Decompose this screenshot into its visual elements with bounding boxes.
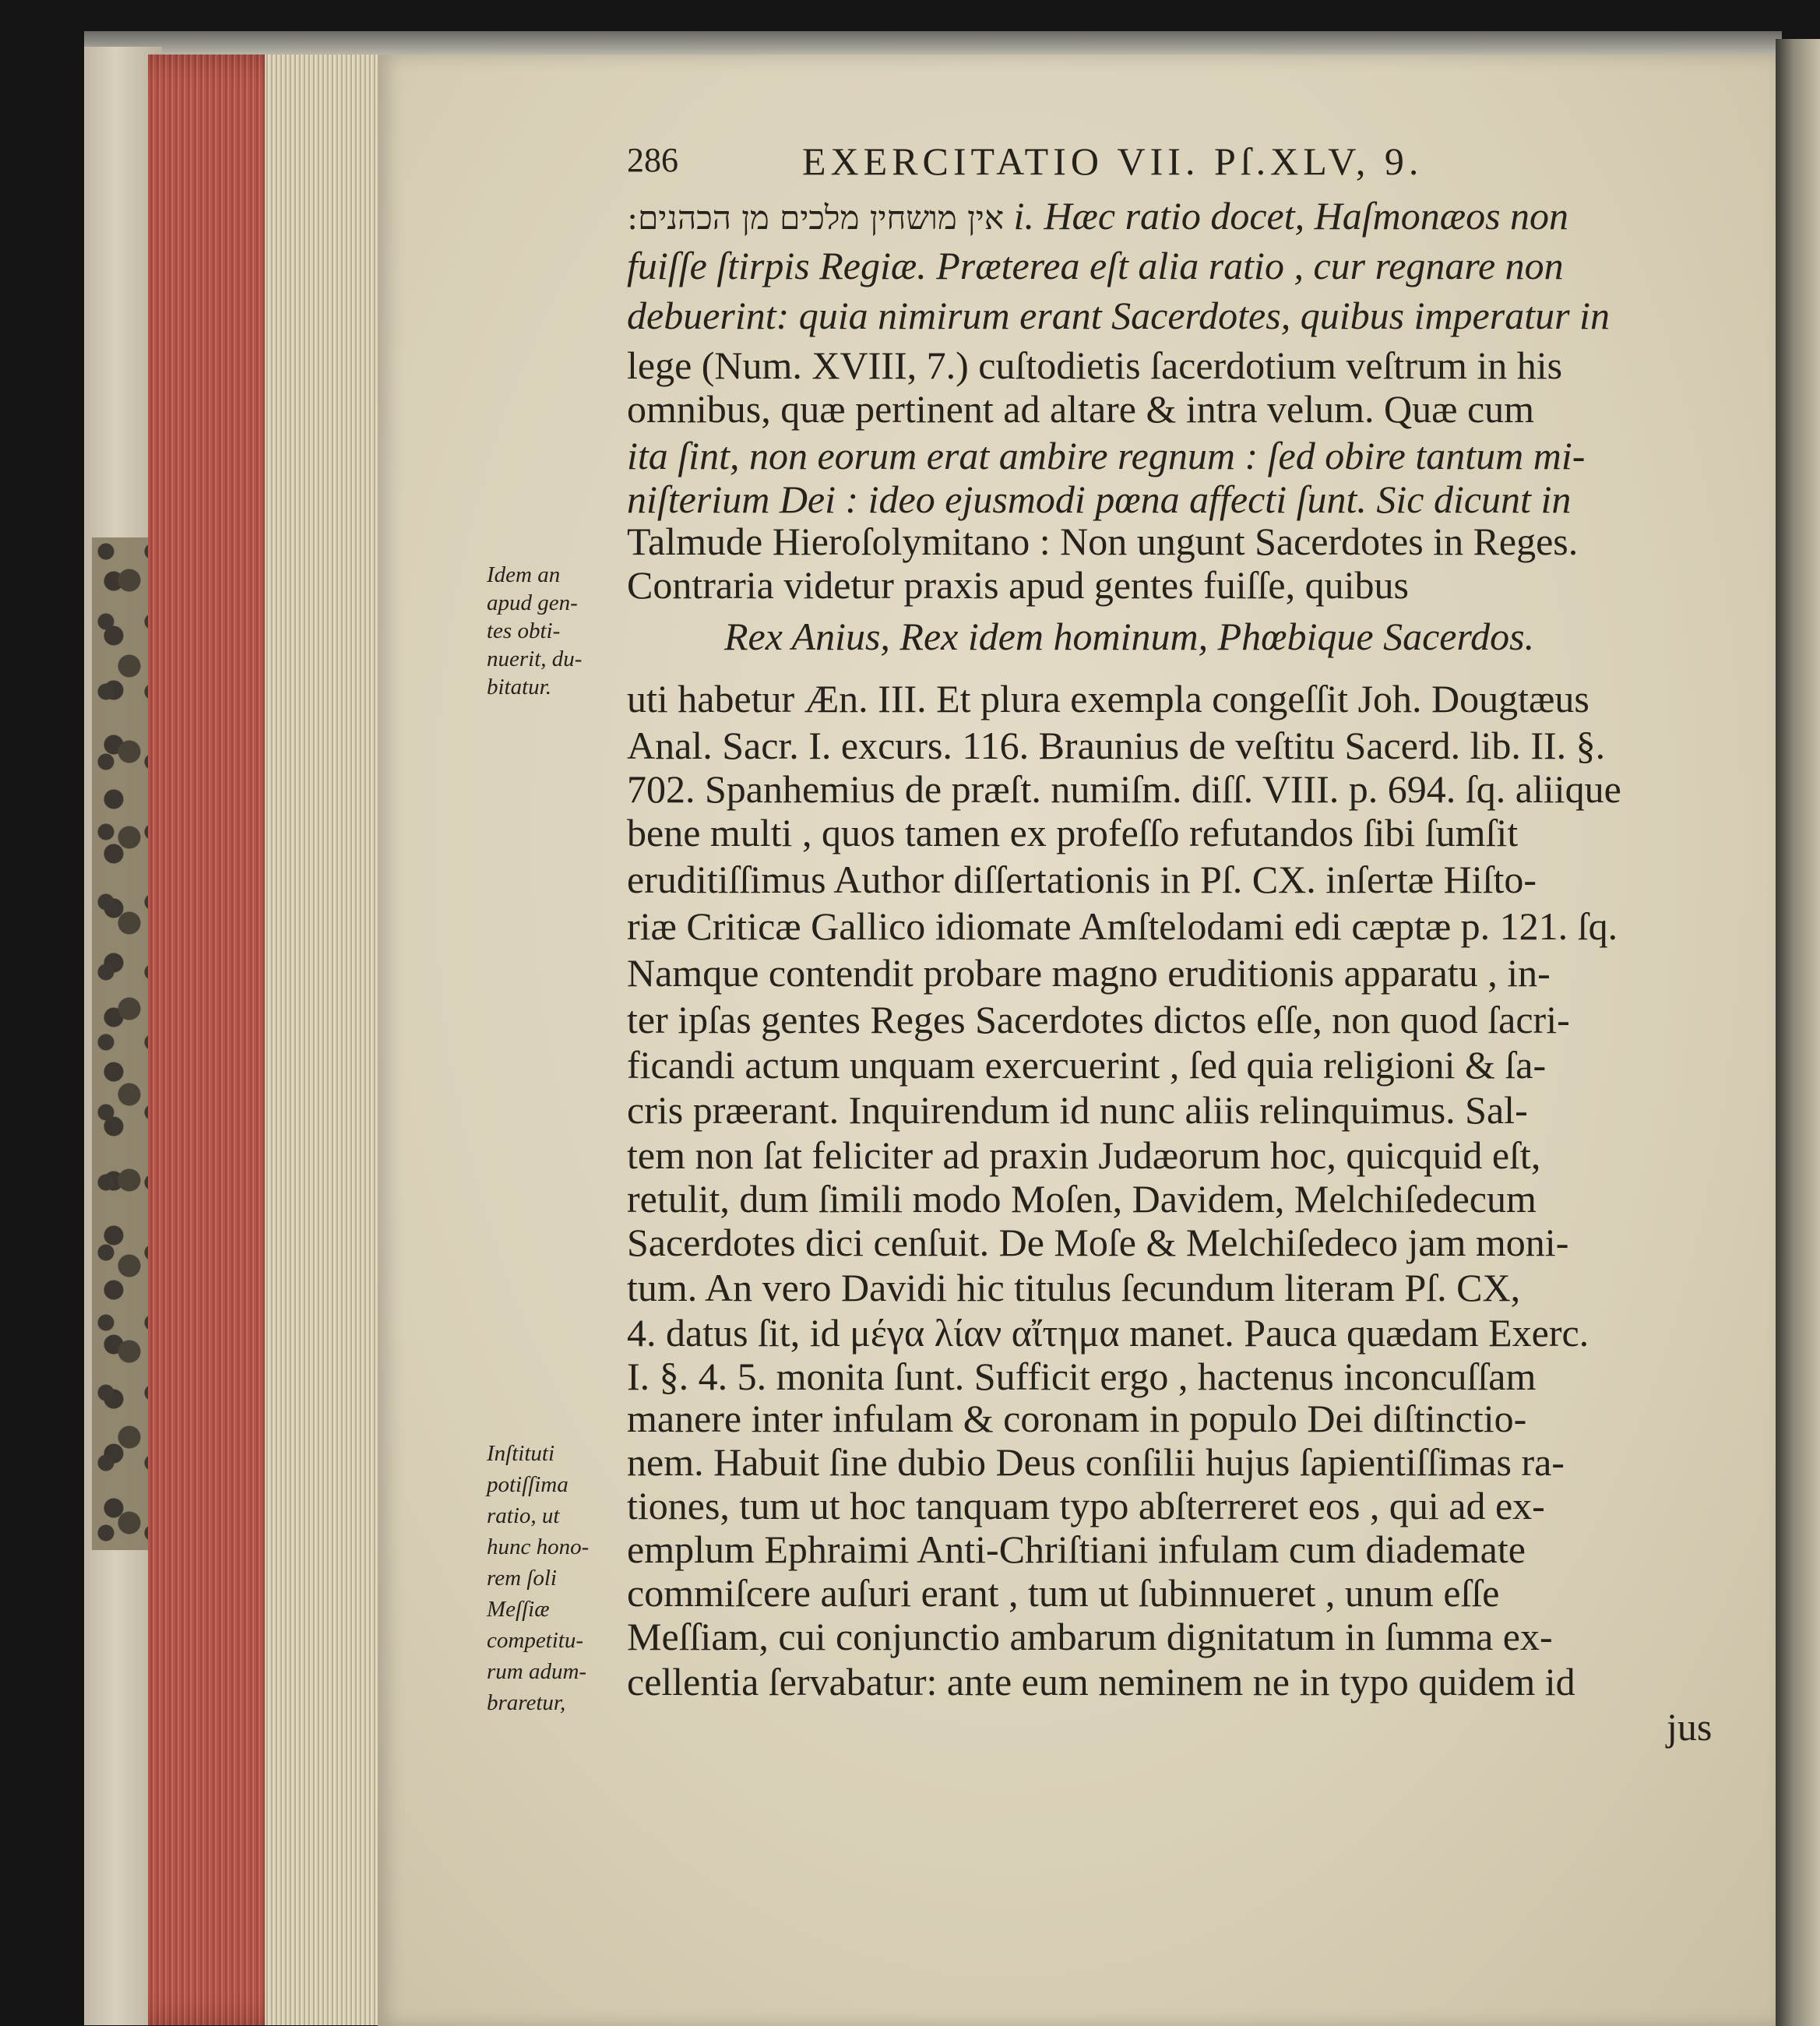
text-line-12: Anal. Sacr. I. excurs. 116. Braunius de veſtitu Sacerd. lib. II. §. [627, 724, 1606, 767]
text-line-28: nem. Habuit ſine dubio Deus conſilii hujus ſapientiſſimas ra- [627, 1440, 1565, 1484]
text-line-22: retulit, dum ſimili modo Moſen, Davidem, Melchiſedecum [627, 1177, 1537, 1221]
margin-note-1-line-5: bitatur. [487, 675, 551, 699]
text-line-8: Talmude Hieroſolymitano : Non ungunt Sacerdotes in Reges. [627, 520, 1579, 563]
margin-note-2-line-4: hunc hono- [487, 1534, 590, 1559]
page-stack-edge [265, 55, 382, 2025]
text-line-6: ita ſint, non eorum erat ambire regnum : ſed obire tantum mi- [627, 434, 1586, 477]
margin-note-2-line-9: braretur, [487, 1690, 566, 1715]
hebrew-quotation: אין מושחין מלכים מן הכהנים: [627, 199, 1005, 237]
margin-note-2-line-8: rum adum- [487, 1659, 587, 1684]
text-line-3: debuerint: quia nimirum erant Sacerdotes, quibus imperatur in [627, 294, 1610, 337]
text-line-19: ficandi actum unquam exercuerint , ſed quia religioni & ſa- [627, 1043, 1547, 1087]
text-line-30: emplum Ephraimi Anti-Chriſtiani infulam cum diademate [627, 1527, 1526, 1571]
margin-note-2-line-2: potiſſima [487, 1472, 569, 1497]
text-line-13: 702. Spanhemius de præſt. numiſm. diſſ. VIII. p. 694. ſq. aliique [627, 767, 1621, 811]
text-line-29: tiones, tum ut hoc tanquam typo abſterreret eos , qui ad ex- [627, 1484, 1545, 1527]
facing-page-gutter [1776, 39, 1820, 2026]
text-line-23: Sacerdotes dici cenſuit. De Moſe & Melchiſedeco jam moni- [627, 1221, 1569, 1264]
text-line-15: eruditiſſimus Author diſſertationis in Pſ. CX. inſertæ Hiſto- [627, 858, 1537, 901]
text-line-18: ter ipſas gentes Reges Sacerdotes dictos eſſe, non quod ſacri- [627, 998, 1570, 1041]
text-line-27: manere inter infulam & coronam in populo Dei diſtinctio- [627, 1397, 1527, 1440]
text-line-24: tum. An vero Davidi hic titulus ſecundum literam Pſ. CX, [627, 1266, 1521, 1309]
text-line-32: Meſſiam, cui conjunctio ambarum dignitatum in ſumma ex- [627, 1615, 1553, 1658]
text-line-31: commiſcere auſuri erant , tum ut ſubinnueret , unum eſſe [627, 1571, 1500, 1615]
text-line-2: fuiſſe ſtirpis Regiæ. Præterea eſt alia ratio , cur regnare non [627, 244, 1564, 287]
margin-note-2-line-7: competitu- [487, 1628, 584, 1653]
text-line-11: uti habetur Æn. III. Et plura exempla congeſſit Joh. Dougtæus [627, 677, 1589, 721]
text-line-4: lege (Num. XVIII, 7.) cuſtodietis ſacerdotium veſtrum in his [627, 344, 1563, 387]
margin-note-2-line-3: ratio, ut [487, 1503, 560, 1528]
running-title: EXERCITATIO VII. Pſ.XLV, 9. [802, 139, 1424, 183]
margin-note-2-line-1: Inſtituti [487, 1441, 554, 1466]
marbled-cover-pattern [92, 537, 154, 1550]
catchword: jus [1667, 1705, 1713, 1749]
text-line-5: omnibus, quæ pertinent ad altare & intra velum. Quæ cum [627, 387, 1535, 431]
margin-note-1-line-3: tes obti- [487, 618, 561, 643]
margin-note-1-line-2: apud gen- [487, 590, 578, 615]
text-line-14: bene multi , quos tamen ex profeſſo refutandos ſibi ſumſit [627, 811, 1519, 854]
margin-note-2-line-6: Meſſiæ [487, 1597, 550, 1622]
text-line-16: riæ Criticæ Gallico idiomate Amſtelodami edi cæptæ p. 121. ſq. [627, 904, 1618, 948]
margin-note-2-line-5: rem ſoli [487, 1566, 557, 1591]
page-number: 286 [627, 141, 678, 179]
verse-quotation: Rex Anius, Rex idem hominum, Phœbique Sacerdos. [724, 615, 1535, 658]
text-line-20: cris præerant. Inquirendum id nunc aliis relinquimus. Sal- [627, 1088, 1528, 1132]
text-line-17: Namque contendit probare magno eruditionis apparatu , in- [627, 951, 1551, 995]
margin-note-1-line-4: nuerit, du- [487, 647, 583, 671]
margin-note-1-line-1: Idem an [487, 562, 561, 587]
text-line-26: I. §. 4. 5. monita ſunt. Sufficit ergo , hactenus inconcuſſam [627, 1355, 1537, 1398]
text-line-25: 4. datus ſit, id μέγα λίαν αἴτημα manet. Pauca quædam Exerc. [627, 1311, 1589, 1355]
text-line-9: Contraria videtur praxis apud gentes fuiſſe, quibus [627, 563, 1409, 607]
text-line-21: tem non ſat feliciter ad praxin Judæorum hoc, quicquid eſt, [627, 1133, 1541, 1177]
line-1-text: i. Hæc ratio docet, Haſmonæos non [1004, 194, 1569, 238]
text-line-7: niſterium Dei : ideo ejusmodi pœna affecti ſunt. Sic dicunt in [627, 477, 1572, 521]
text-line-1 [627, 193, 1568, 238]
text-line-33: cellentia ſervabatur: ante eum neminem ne in typo quidem id [627, 1660, 1575, 1704]
